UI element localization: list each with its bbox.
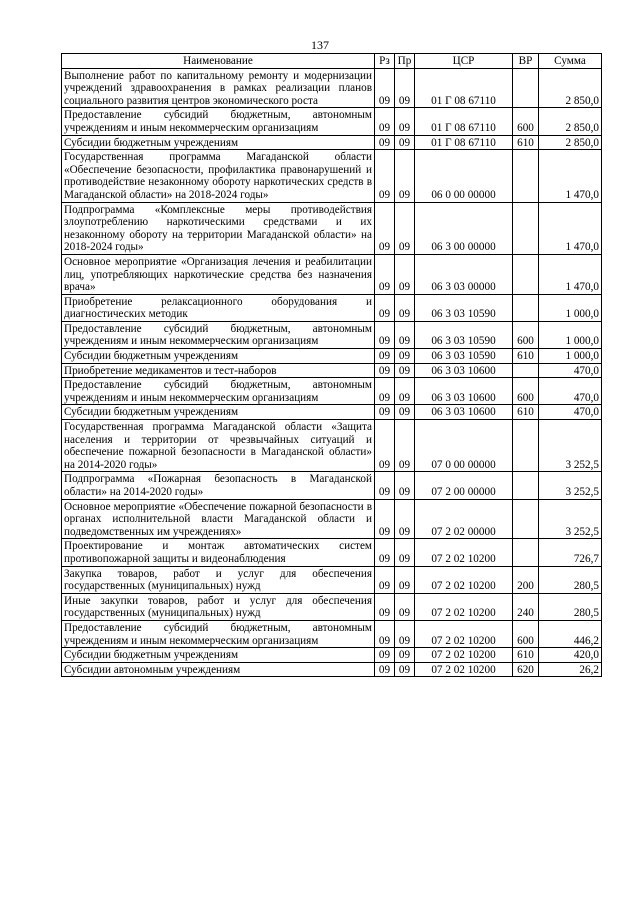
row-csr: 07 0 00 00000: [415, 420, 513, 472]
table-row: [62, 420, 602, 472]
row-vr: [513, 472, 539, 499]
row-rz: 09: [375, 472, 395, 499]
table-row: [62, 566, 602, 593]
row-pr: 09: [395, 472, 415, 499]
row-name: Иные закупки товаров, работ и услуг для обеспечения государственных (муниципальных) нужд: [62, 593, 375, 620]
row-sum: 420,0: [539, 648, 602, 663]
row-rz: 09: [375, 294, 395, 321]
row-rz: 09: [375, 321, 395, 348]
row-pr: 09: [395, 349, 415, 364]
row-sum: 2 850,0: [539, 135, 602, 150]
row-csr: 06 3 03 00000: [415, 254, 513, 294]
row-pr: 09: [395, 499, 415, 539]
row-name: Предоставление субсидий бюджетным, автономным учреждениям и иным некоммерческим организациям: [62, 321, 375, 348]
table-row: [62, 150, 602, 202]
table-header-row: [62, 54, 602, 69]
row-vr: [513, 499, 539, 539]
row-vr: [513, 363, 539, 378]
row-pr: 09: [395, 254, 415, 294]
row-vr: 610: [513, 349, 539, 364]
row-name: Подпрограмма «Комплексные меры противодействия злоупотреблению наркотическими средствами и их незаконному обороту на территории Магаданской области» на 2018-2024 годы»: [62, 202, 375, 254]
row-csr: 06 3 00 00000: [415, 202, 513, 254]
row-pr: 09: [395, 363, 415, 378]
table-row: [62, 363, 602, 378]
row-name: Субсидии бюджетным учреждениям: [62, 648, 375, 663]
row-csr: 06 3 03 10590: [415, 349, 513, 364]
row-pr: 09: [395, 539, 415, 566]
row-name: Основное мероприятие «Обеспечение пожарной безопасности в органах исполнительной власти Магаданской области и подведомственных им учреждениях»: [62, 499, 375, 539]
row-vr: [513, 150, 539, 202]
row-sum: 1 470,0: [539, 202, 602, 254]
row-pr: 09: [395, 420, 415, 472]
row-name: Предоставление субсидий бюджетным, автономным учреждениям и иным некоммерческим организациям: [62, 620, 375, 647]
row-name: Государственная программа Магаданской области «Обеспечение безопасности, профилактика правонарушений и противодействие незаконному обороту наркотических средств в Магаданской области» на 2018-2024 годы»: [62, 150, 375, 202]
row-pr: 09: [395, 620, 415, 647]
row-csr: 06 3 03 10600: [415, 363, 513, 378]
row-sum: 2 850,0: [539, 68, 602, 108]
row-pr: 09: [395, 648, 415, 663]
row-pr: 09: [395, 68, 415, 108]
row-csr: 06 3 03 10590: [415, 294, 513, 321]
row-vr: [513, 420, 539, 472]
row-csr: 07 2 00 00000: [415, 472, 513, 499]
row-sum: 3 252,5: [539, 420, 602, 472]
row-pr: 09: [395, 135, 415, 150]
row-vr: 600: [513, 378, 539, 405]
table-row: [62, 349, 602, 364]
row-name: Подпрограмма «Пожарная безопасность в Магаданской области» на 2014-2020 годы»: [62, 472, 375, 499]
row-vr: 610: [513, 405, 539, 420]
row-csr: 01 Г 08 67110: [415, 135, 513, 150]
table-row: [62, 593, 602, 620]
header-name: Наименование: [62, 54, 375, 69]
row-csr: 06 3 03 10590: [415, 321, 513, 348]
row-name: Государственная программа Магаданской области «Защита населения и территории от чрезвычайных ситуаций и обеспечение пожарной безопасности в Магаданской области» на 2014-2020 годы»: [62, 420, 375, 472]
row-sum: 280,5: [539, 566, 602, 593]
table-row: [62, 108, 602, 135]
row-name: Предоставление субсидий бюджетным, автономным учреждениям и иным некоммерческим организациям: [62, 378, 375, 405]
row-csr: 07 2 02 00000: [415, 499, 513, 539]
row-rz: 09: [375, 405, 395, 420]
row-rz: 09: [375, 108, 395, 135]
row-name: Проектирование и монтаж автоматических систем противопожарной защиты и видеонаблюдения: [62, 539, 375, 566]
row-vr: 200: [513, 566, 539, 593]
header-vr: ВР: [513, 54, 539, 69]
row-rz: 09: [375, 363, 395, 378]
row-name: Закупка товаров, работ и услуг для обеспечения государственных (муниципальных) нужд: [62, 566, 375, 593]
row-sum: 1 470,0: [539, 150, 602, 202]
table-row: [62, 378, 602, 405]
row-sum: 2 850,0: [539, 108, 602, 135]
table-row: [62, 254, 602, 294]
header-rz: Рз: [375, 54, 395, 69]
table-row: [62, 620, 602, 647]
row-rz: 09: [375, 420, 395, 472]
row-vr: [513, 294, 539, 321]
row-name: Приобретение медикаментов и тест-наборов: [62, 363, 375, 378]
row-csr: 06 0 00 00000: [415, 150, 513, 202]
row-vr: 610: [513, 648, 539, 663]
row-sum: 470,0: [539, 363, 602, 378]
row-vr: 240: [513, 593, 539, 620]
row-rz: 09: [375, 349, 395, 364]
row-vr: [513, 202, 539, 254]
row-csr: 07 2 02 10200: [415, 648, 513, 663]
row-vr: [513, 539, 539, 566]
row-pr: 09: [395, 294, 415, 321]
table-row: [62, 539, 602, 566]
row-sum: 26,2: [539, 662, 602, 677]
table-row: [62, 648, 602, 663]
row-sum: 3 252,5: [539, 472, 602, 499]
row-rz: 09: [375, 539, 395, 566]
row-sum: 1 470,0: [539, 254, 602, 294]
row-name: Субсидии бюджетным учреждениям: [62, 135, 375, 150]
table-row: [62, 472, 602, 499]
row-vr: 620: [513, 662, 539, 677]
table-body: [62, 68, 602, 677]
table-row: [62, 321, 602, 348]
row-vr: [513, 254, 539, 294]
row-name: Субсидии автономным учреждениям: [62, 662, 375, 677]
row-vr: 610: [513, 135, 539, 150]
row-rz: 09: [375, 648, 395, 663]
row-pr: 09: [395, 405, 415, 420]
row-rz: 09: [375, 378, 395, 405]
row-csr: 06 3 03 10600: [415, 378, 513, 405]
header-pr: Пр: [395, 54, 415, 69]
row-csr: 07 2 02 10200: [415, 662, 513, 677]
row-name: Субсидии бюджетным учреждениям: [62, 405, 375, 420]
row-rz: 09: [375, 593, 395, 620]
row-sum: 280,5: [539, 593, 602, 620]
row-vr: 600: [513, 620, 539, 647]
row-rz: 09: [375, 662, 395, 677]
row-rz: 09: [375, 254, 395, 294]
row-pr: 09: [395, 108, 415, 135]
table-row: [62, 662, 602, 677]
row-pr: 09: [395, 150, 415, 202]
row-csr: 07 2 02 10200: [415, 566, 513, 593]
row-sum: 3 252,5: [539, 499, 602, 539]
row-sum: 726,7: [539, 539, 602, 566]
row-name: Приобретение релаксационного оборудования и диагностических методик: [62, 294, 375, 321]
row-sum: 1 000,0: [539, 349, 602, 364]
row-csr: 01 Г 08 67110: [415, 68, 513, 108]
row-csr: 07 2 02 10200: [415, 539, 513, 566]
row-name: Выполнение работ по капитальному ремонту и модернизации учреждений здравоохранения в рамках реализации планов социального развития центров экономического роста: [62, 68, 375, 108]
row-vr: [513, 68, 539, 108]
table-row: [62, 202, 602, 254]
row-name: Субсидии бюджетным учреждениям: [62, 349, 375, 364]
row-csr: 01 Г 08 67110: [415, 108, 513, 135]
budget-table: [61, 53, 602, 677]
row-rz: 09: [375, 135, 395, 150]
table-row: [62, 499, 602, 539]
row-pr: 09: [395, 321, 415, 348]
row-vr: 600: [513, 108, 539, 135]
row-pr: 09: [395, 378, 415, 405]
row-csr: 06 3 03 10600: [415, 405, 513, 420]
row-name: Предоставление субсидий бюджетным, автономным учреждениям и иным некоммерческим организациям: [62, 108, 375, 135]
row-csr: 07 2 02 10200: [415, 620, 513, 647]
row-rz: 09: [375, 499, 395, 539]
row-sum: 470,0: [539, 405, 602, 420]
row-vr: 600: [513, 321, 539, 348]
header-csr: ЦСР: [415, 54, 513, 69]
row-rz: 09: [375, 150, 395, 202]
table-row: [62, 294, 602, 321]
row-sum: 1 000,0: [539, 294, 602, 321]
table-row: [62, 405, 602, 420]
row-pr: 09: [395, 202, 415, 254]
table-row: [62, 68, 602, 108]
row-sum: 1 000,0: [539, 321, 602, 348]
row-pr: 09: [395, 566, 415, 593]
page-number: 137: [311, 38, 329, 52]
row-name: Основное мероприятие «Организация лечения и реабилитации лиц, употребляющих наркотические средства без назначения врача»: [62, 254, 375, 294]
row-sum: 470,0: [539, 378, 602, 405]
row-rz: 09: [375, 202, 395, 254]
header-sum: Сумма: [539, 54, 602, 69]
row-rz: 09: [375, 566, 395, 593]
row-csr: 07 2 02 10200: [415, 593, 513, 620]
table-row: [62, 135, 602, 150]
row-sum: 446,2: [539, 620, 602, 647]
row-pr: 09: [395, 593, 415, 620]
row-rz: 09: [375, 620, 395, 647]
row-rz: 09: [375, 68, 395, 108]
row-pr: 09: [395, 662, 415, 677]
